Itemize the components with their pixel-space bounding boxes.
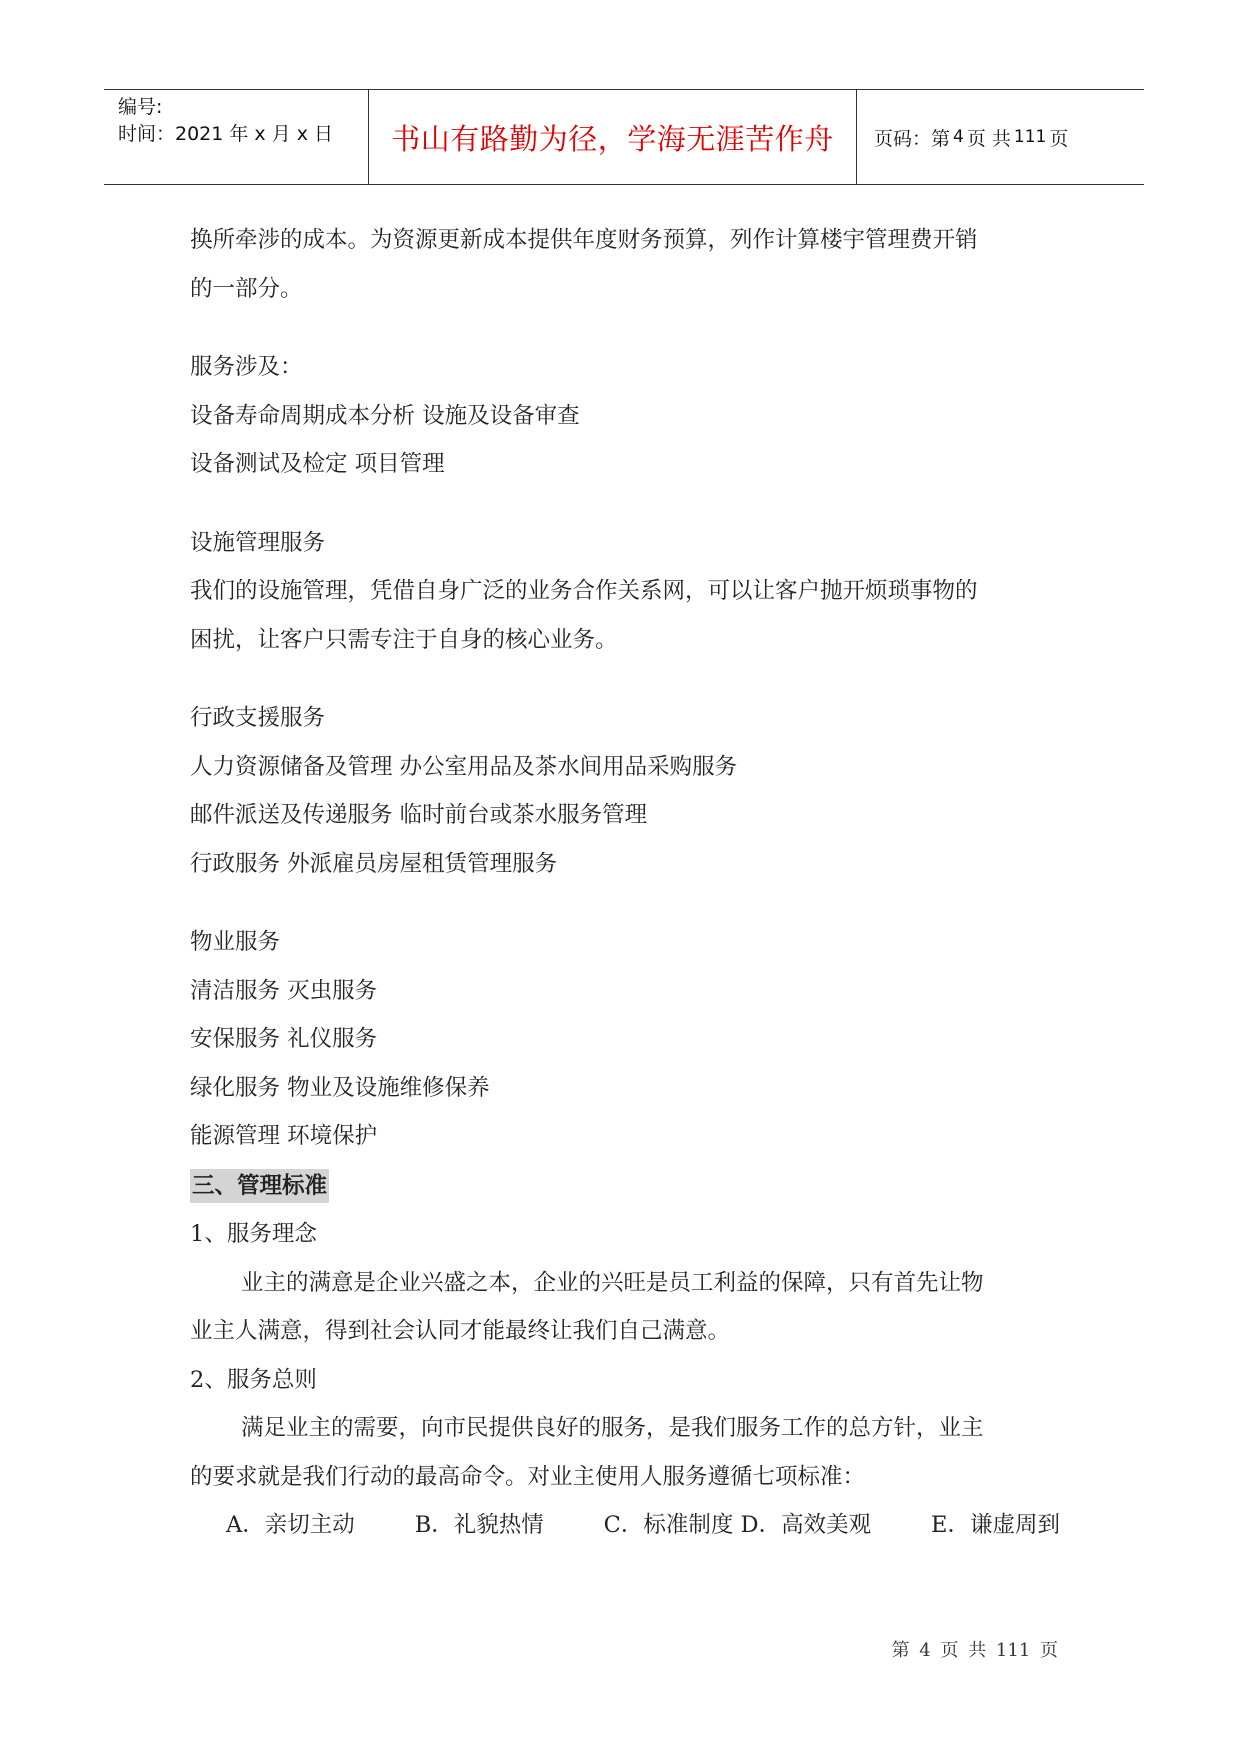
paragraph-line: 换所牵涉的成本。为资源更新成本提供年度财务预算，列作计算楼宇管理费开销 <box>190 227 978 253</box>
standard-item: C．标准制度 D．高效美观 <box>603 1512 872 1538</box>
section-heading: 三、管理标准 <box>190 1169 329 1203</box>
header-divider <box>856 90 857 184</box>
page-total: 111 <box>1013 127 1047 147</box>
header-meta <box>118 94 333 148</box>
list-item: 设备测试及检定 项目管理 <box>190 451 445 477</box>
number-label: 编号: <box>118 96 163 118</box>
page-prefix: 页码：第 <box>874 127 951 150</box>
paragraph-line: 我们的设施管理，凭借自身广泛的业务合作关系网，可以让客户抛开烦琐事物的 <box>190 578 978 604</box>
facility-management-heading: 设施管理服务 <box>190 529 326 556</box>
header-motto: 书山有路勤为径，学海无涯苦作舟 <box>391 121 834 156</box>
list-item: 清洁服务 灭虫服务 <box>190 977 378 1004</box>
subsection-title: 1、服务理念 <box>190 1221 317 1247</box>
time-label: 时间：2021 年 x 月 x 日 <box>118 123 334 145</box>
subsection-title: 2、服务总则 <box>190 1366 317 1393</box>
document-header <box>104 89 1144 185</box>
paragraph-line: 的要求就是我们行动的最高命令。对业主使用人服务遵循七项标准： <box>190 1463 866 1490</box>
page-footer: 第 4 页 共 111 页 <box>891 1640 1058 1661</box>
paragraph-line: 业主人满意，得到社会认同才能最终让我们自己满意。 <box>190 1318 731 1344</box>
header-page-info <box>874 90 1068 184</box>
paragraph-line: 困扰，让客户只需专注于自身的核心业务。 <box>190 626 618 653</box>
list-item: 人力资源储备及管理 办公室用品及茶水间用品采购服务 <box>190 753 738 780</box>
page-suffix: 页 <box>1049 127 1069 150</box>
standard-item: E．谦虚周到 <box>931 1512 1060 1538</box>
list-item: 能源管理 环境保护 <box>190 1123 378 1149</box>
services-heading: 服务涉及： <box>190 354 303 380</box>
admin-support-heading: 行政支援服务 <box>190 705 326 731</box>
property-services-heading: 物业服务 <box>190 929 281 955</box>
paragraph-line: 业主的满意是企业兴盛之本，企业的兴旺是员工利益的保障，只有首先让物 <box>241 1269 984 1296</box>
paragraph-line: 满足业主的需要，向市民提供良好的服务，是我们服务工作的总方针，业主 <box>241 1415 984 1441</box>
page-mid: 页 共 <box>966 127 1011 150</box>
standard-item: B．礼貌热情 <box>414 1512 544 1538</box>
list-item: 邮件派送及传递服务 临时前台或茶水服务管理 <box>190 802 648 828</box>
document-body <box>190 216 1060 1550</box>
standard-item: A．亲切主动 <box>226 1512 355 1538</box>
paragraph-line: 的一部分。 <box>190 275 303 302</box>
page-number: 4 <box>953 127 964 147</box>
list-item: 行政服务 外派雇员房屋租赁管理服务 <box>190 850 558 877</box>
standards-list <box>190 1501 1060 1550</box>
list-item: 安保服务 礼仪服务 <box>190 1026 378 1052</box>
list-item: 设备寿命周期成本分析 设施及设备审查 <box>190 402 580 429</box>
list-item: 绿化服务 物业及设施维修保养 <box>190 1074 490 1101</box>
